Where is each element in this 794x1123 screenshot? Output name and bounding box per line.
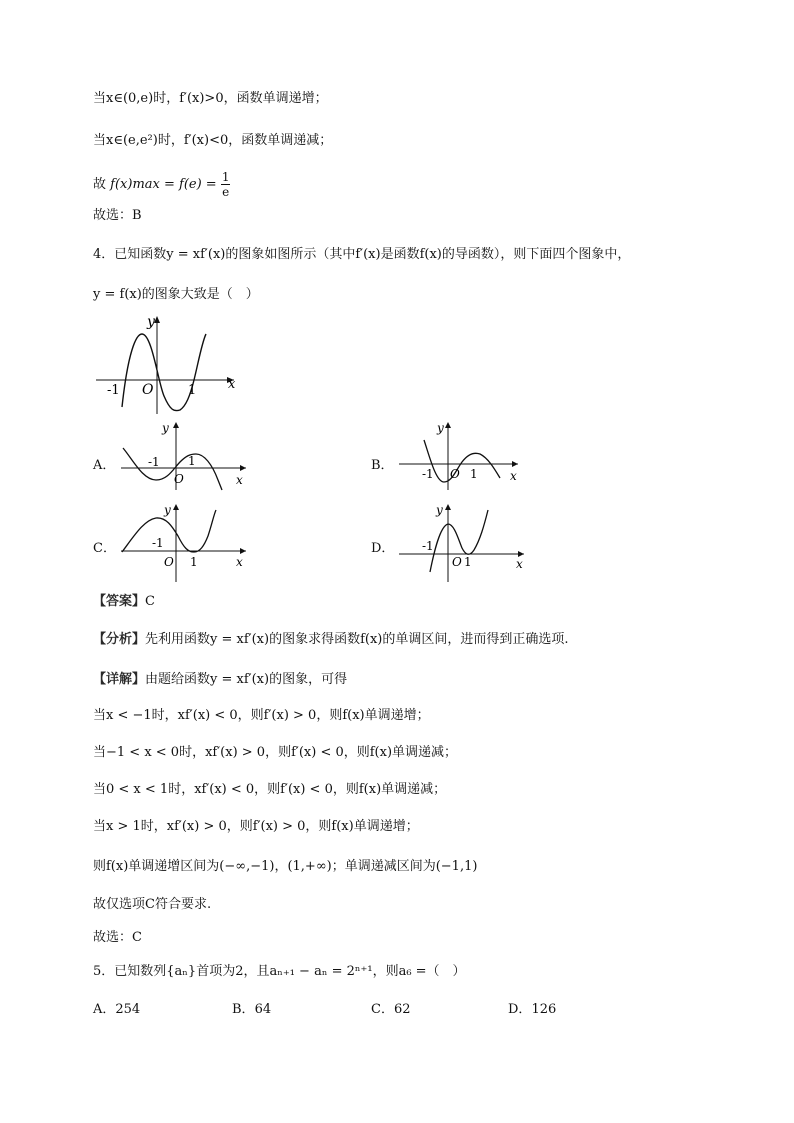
option-c-y-label: y xyxy=(164,503,171,517)
main-graph-one: 1 xyxy=(188,383,197,398)
main-graph xyxy=(92,312,242,417)
option-b-graph[interactable] xyxy=(396,420,526,492)
option-b-origin: O xyxy=(450,467,460,481)
option-c-origin: O xyxy=(164,555,174,569)
detail-case-2: 当−1 < x < 0时，xf′(x) > 0，则f′(x) < 0，则f(x)单调递减； xyxy=(93,745,458,760)
option-b-neg1: -1 xyxy=(422,467,434,481)
max-expression: f(x)max = f(e) = xyxy=(110,177,217,192)
option-b-one: 1 xyxy=(470,467,478,481)
main-graph-neg1: -1 xyxy=(107,383,120,398)
detail-line xyxy=(93,670,347,690)
option-a-x-label: x xyxy=(236,473,243,487)
answer-choice-line: 故选：B xyxy=(93,208,142,223)
analysis-text: 先利用函数y = xf′(x)的图象求得函数f(x)的单调区间，进而得到正确选项. xyxy=(145,632,569,647)
answer-value: C xyxy=(145,594,155,609)
detail-intervals: 则f(x)单调递增区间为(−∞,−1)，(1,+∞)；单调递减区间为(−1,1) xyxy=(93,859,478,874)
option-d-one: 1 xyxy=(464,555,472,569)
option-d-origin: O xyxy=(452,555,462,569)
detail-final-choice: 故选：C xyxy=(93,930,142,945)
option-d-y-label: y xyxy=(436,503,443,517)
option-a-label: A． xyxy=(93,458,116,473)
fraction-denominator: e xyxy=(222,185,230,199)
option-b-y-label: y xyxy=(437,421,444,435)
fraction-numerator: 1 xyxy=(221,170,230,184)
main-graph-origin: O xyxy=(142,382,154,398)
option-a-y-label: y xyxy=(162,421,169,435)
main-graph-x-label: x xyxy=(228,377,236,392)
question-5-choice-c[interactable] xyxy=(371,998,411,1017)
option-b-label: B． xyxy=(371,458,394,473)
option-a-neg1: -1 xyxy=(148,455,160,469)
choice-label: B． xyxy=(232,1002,255,1017)
option-c-label: C． xyxy=(93,541,116,556)
option-a-origin: O xyxy=(174,472,184,486)
answer-line xyxy=(93,592,155,612)
choice-label: C． xyxy=(371,1002,394,1017)
detail-case-4: 当x > 1时，xf′(x) > 0，则f′(x) > 0，则f(x)单调递增； xyxy=(93,819,419,834)
option-d-neg1: -1 xyxy=(422,539,434,553)
option-b-x-label: x xyxy=(510,469,517,483)
choice-label: A． xyxy=(93,1002,116,1017)
option-d-x-label: x xyxy=(516,557,523,571)
conclusion-prefix: 故 xyxy=(93,177,107,192)
fraction xyxy=(221,170,231,199)
question-5-stem: 5．已知数列{aₙ}首项为2，且aₙ₊₁ − aₙ = 2ⁿ⁺¹，则a₆ =（ ） xyxy=(93,964,466,979)
analysis-tag: 【分析】 xyxy=(93,632,146,647)
question-5-choice-a[interactable] xyxy=(93,998,140,1017)
choice-value: 126 xyxy=(531,1002,557,1017)
option-c-x-label: x xyxy=(236,555,243,569)
choice-value: 254 xyxy=(115,1002,141,1017)
detail-conclusion: 故仅选项C符合要求. xyxy=(93,897,212,912)
question-5-choice-b[interactable] xyxy=(232,998,271,1017)
solution-line-1: 当x∈(0,e)时，f′(x)>0，函数单调递增； xyxy=(93,91,328,106)
main-graph-y-label: y xyxy=(147,314,155,330)
detail-tag: 【详解】 xyxy=(93,672,146,687)
choice-value: 64 xyxy=(254,1002,272,1017)
option-c-one: 1 xyxy=(190,555,198,569)
solution-line-2: 当x∈(e,e²)时，f′(x)<0，函数单调递减； xyxy=(93,133,333,148)
choice-value: 62 xyxy=(393,1002,411,1017)
question-4-stem: 4．已知函数y = xf′(x)的图象如图所示（其中f′(x)是函数f(x)的导函数），则下面四个图象中， xyxy=(93,247,631,262)
option-d-label: D． xyxy=(371,541,395,556)
option-c-graph[interactable] xyxy=(118,502,248,584)
option-a-graph[interactable] xyxy=(118,420,248,492)
option-c-neg1: -1 xyxy=(152,536,164,550)
detail-text: 由题给函数y = xf′(x)的图象，可得 xyxy=(145,672,348,687)
question-4-stem-continued: y = f(x)的图象大致是（ ） xyxy=(93,287,259,302)
answer-tag: 【答案】 xyxy=(93,594,146,609)
detail-case-1: 当x < −1时，xf′(x) < 0，则f′(x) > 0，则f(x)单调递增； xyxy=(93,708,430,723)
detail-case-3: 当0 < x < 1时，xf′(x) < 0，则f′(x) < 0，则f(x)单调递减； xyxy=(93,782,447,797)
question-5-choice-d[interactable] xyxy=(508,998,556,1017)
analysis-line xyxy=(93,630,569,650)
option-d-graph[interactable] xyxy=(396,502,526,584)
solution-line-3 xyxy=(93,170,230,199)
choice-label: D． xyxy=(508,1002,532,1017)
option-a-one: 1 xyxy=(188,454,196,468)
